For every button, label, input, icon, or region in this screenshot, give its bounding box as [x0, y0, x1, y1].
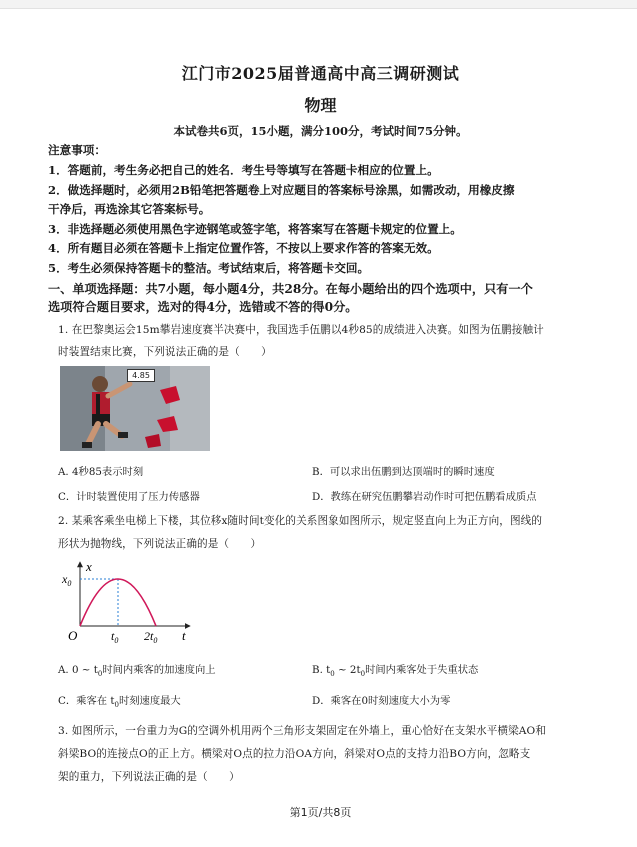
q1-climbing-photo — [60, 366, 210, 451]
viewer-top-bar — [0, 0, 637, 9]
notice-item-2: 2．做选择题时，必须用2B铅笔把答题卷上对应题目的答案标号涂黑，如需改动，用橡皮擦 — [48, 183, 515, 197]
exam-subject: 物理 — [304, 96, 337, 115]
q2-stem-line2: 形状为抛物线，下列说法正确的是（ ） — [58, 538, 262, 550]
notice-heading: 注意事项： — [48, 143, 106, 157]
q1-timer-display: 4.85 — [127, 369, 155, 382]
notice-item-4: 4．所有题目必须在答题卡上指定位置作答，不按以上要求作答的答案无效。 — [48, 241, 439, 255]
section1-line1: 一、单项选择题：共7小题，每小题4分，共28分。在每小题给出的四个选项中，只有一个 — [48, 282, 533, 296]
q3-stem-line1: 3. 如图所示，一台重力为G的空调外机用两个三角形支架固定在外墙上，重心恰好在支架水平横梁AO和 — [58, 725, 547, 737]
q2-option-c[interactable]: C．乘客在 $t_0$时刻速度最大 — [58, 695, 181, 710]
notice-item-1: 1．答题前，考生务必把自己的姓名．考生号等填写在答题卡相应的位置上。 — [48, 163, 439, 177]
t-axis-label: t — [182, 628, 186, 643]
page-footer: 第1页/共8页 — [289, 806, 352, 819]
section1-line2: 选项符合题目要求，选对的得4分，选错或不答的得0分。 — [48, 300, 358, 314]
notice-item-2-cont: 干净后，再选涂其它答案标号。 — [48, 202, 211, 216]
q1-option-b[interactable]: B．可以求出伍鹏到达顶端时的瞬时速度 — [312, 466, 495, 478]
x0-label: $x_0$ — [62, 572, 72, 588]
x-axis-label: x — [86, 559, 92, 574]
q1-option-c[interactable]: C．计时装置使用了压力传感器 — [58, 491, 200, 503]
q3-stem-line3: 架的重力，下列说法正确的是（ ） — [58, 771, 240, 783]
q2-position-time-graph — [58, 556, 198, 650]
q1-option-a[interactable]: A. 4秒85表示时刻 — [58, 466, 144, 478]
exam-title: 江门市2025届普通高中高三调研测试 — [181, 64, 460, 83]
q3-stem-line2: 斜梁BO的连接点O的正上方。横梁对O点的拉力沿OA方向，斜梁对O点的支持力沿BO方向，忽略支 — [58, 748, 531, 760]
paper-info: 本试卷共6页，15小题，满分100分，考试时间75分钟。 — [173, 124, 468, 138]
q2-option-a[interactable]: A. 0 ~ $t_0$时间内乘客的加速度向上 — [58, 664, 216, 679]
origin-label: O — [68, 628, 78, 643]
t0-label: $t_0$ — [111, 629, 119, 645]
q1-stem-line1: 1. 在巴黎奥运会15m攀岩速度赛半决赛中，我国选手伍鹏以4秒85的成绩进入决赛。如图为伍鹏接触计 — [58, 324, 544, 336]
q1-stem-line2: 时装置结束比赛，下列说法正确的是（ ） — [58, 346, 272, 358]
notice-item-5: 5．考生必须保持答题卡的整洁。考试结束后，将答题卡交回。 — [48, 261, 370, 275]
two-t0-label: $2t_0$ — [144, 629, 158, 645]
q2-stem-line1: 2. 某乘客乘坐电梯上下楼，其位移x随时间t变化的关系图象如图所示，规定竖直向上为正方向，图线的 — [58, 515, 543, 527]
parabola-curve — [80, 579, 156, 626]
q2-option-d[interactable]: D．乘客在0时刻速度大小为零 — [312, 695, 451, 707]
q2-option-b[interactable]: B. $t_0$ ~ $2t_0$时间内乘客处于失重状态 — [312, 664, 479, 679]
q1-option-d[interactable]: D．教练在研究伍鹏攀岩动作时可把伍鹏看成质点 — [312, 491, 537, 503]
notice-item-3: 3．非选择题必须使用黑色字迹钢笔或签字笔，将答案写在答题卡规定的位置上。 — [48, 222, 462, 236]
